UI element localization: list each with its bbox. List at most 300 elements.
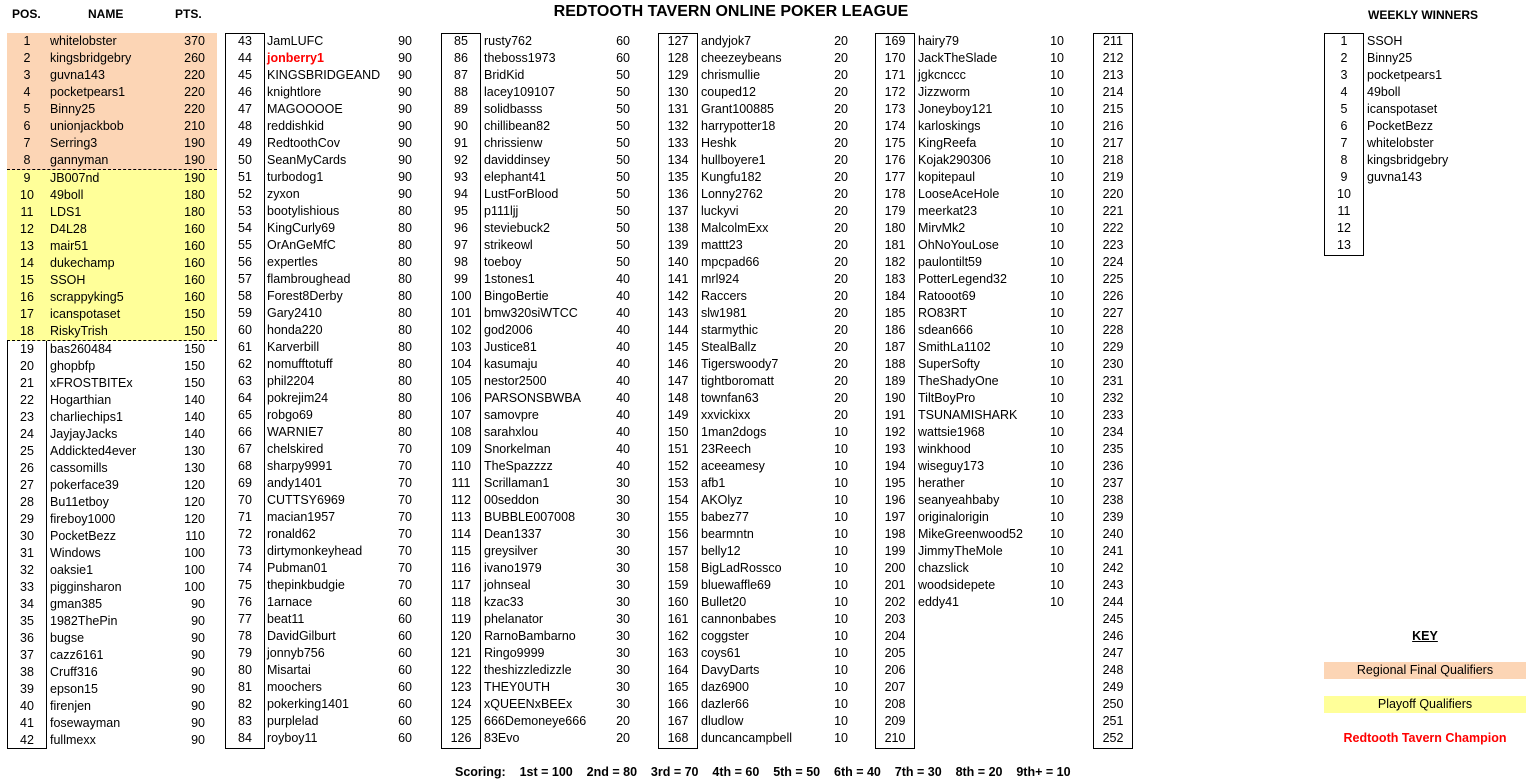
player-points: 10 [834,612,848,626]
player-name: OrAnGeMfC [267,238,336,252]
position-number: 69 [238,476,252,490]
standings-row [7,545,217,562]
player-points: 10 [834,731,848,745]
position-number: 174 [884,119,906,133]
standings-row [658,50,860,67]
player-points: 20 [834,68,848,82]
player-points: 150 [184,324,205,338]
position-number: 22 [20,393,34,407]
position-number: 157 [667,544,689,558]
player-name: SmithLa1102 [918,340,991,354]
position-number: 145 [667,340,689,354]
standings-row [875,67,1076,84]
position-number: 57 [238,272,252,286]
position-number: 20 [20,359,34,373]
standings-row [441,645,642,662]
position-number: 249 [1102,680,1124,694]
standings-row [7,272,217,289]
player-name: daviddinsey [484,153,551,167]
standings-row [225,373,424,390]
player-name: pokrejim24 [267,391,329,405]
standings-row [875,305,1076,322]
position-number: 241 [1102,544,1124,558]
player-name: SuperSofty [918,357,980,371]
player-points: 10 [1050,85,1064,99]
player-name: dukechamp [50,256,115,270]
position-number: 15 [20,273,34,287]
position-number: 33 [20,580,34,594]
player-points: 10 [1050,306,1064,320]
position-number: 146 [667,357,689,371]
position-number: 134 [667,153,689,167]
position-number: 26 [20,461,34,475]
player-name: MirvMk2 [918,221,966,235]
player-name: 83Evo [484,731,520,745]
standings-row [1093,390,1133,407]
standings-row [658,169,860,186]
player-name: royboy11 [267,731,318,745]
standings-row [875,203,1076,220]
standings-row [1093,645,1133,662]
player-name: Karverbill [267,340,320,354]
player-points: 150 [184,359,205,373]
player-points: 80 [398,289,412,303]
player-points: 30 [616,663,630,677]
position-number: 179 [884,204,906,218]
player-name: Bullet20 [701,595,747,609]
player-name: Pubman01 [267,561,328,575]
standings-row [875,356,1076,373]
player-name: DavidGilburt [267,629,336,643]
player-points: 100 [184,546,205,560]
key-regional-final: Regional Final Qualifiers [1324,662,1526,679]
player-name: pokerface39 [50,478,119,492]
player-points: 30 [616,646,630,660]
position-number: 234 [1102,425,1124,439]
player-points: 10 [834,646,848,660]
standings-row [441,509,642,526]
standings-row [658,543,860,560]
position-number: 44 [238,51,252,65]
player-name: townfan63 [701,391,759,405]
standings-row [1093,424,1133,441]
player-name: gannyman [50,153,109,167]
position-number: 201 [884,578,906,592]
player-name: daz6900 [701,680,749,694]
position-number: 168 [667,731,689,745]
name-header: NAME [88,7,124,21]
player-name: Forest8Derby [267,289,343,303]
player-name: epson15 [50,682,98,696]
position-number: 210 [884,731,906,745]
position-number: 207 [884,680,906,694]
weekly-winner-name: SSOH [1367,34,1403,48]
position-number: 29 [20,512,34,526]
player-points: 90 [398,136,412,150]
player-points: 20 [834,391,848,405]
standings-row [441,628,642,645]
position-number: 64 [238,391,252,405]
standings-row [875,101,1076,118]
player-points: 10 [834,595,848,609]
standings-row [658,118,860,135]
position-number: 158 [667,561,689,575]
player-name: Snorkelman [484,442,551,456]
position-number: 3 [23,68,31,82]
standings-row [7,426,217,443]
position-number: 81 [238,680,252,694]
player-points: 10 [834,544,848,558]
position-number: 24 [20,427,34,441]
player-points: 90 [398,170,412,184]
position-number: 208 [884,697,906,711]
player-name: dirtymonkeyhead [267,544,363,558]
player-name: cannonbabes [701,612,777,626]
player-name: BigLadRossco [701,561,782,575]
position-number: 85 [454,34,468,48]
standings-row [875,33,1076,50]
player-points: 40 [616,425,630,439]
player-name: Justice81 [484,340,537,354]
position-number: 50 [238,153,252,167]
player-name: StealBallz [701,340,757,354]
weekly-winner-name: pocketpears1 [1367,68,1443,82]
standings-row [441,186,642,203]
standings-row [875,50,1076,67]
player-name: phil2204 [267,374,315,388]
position-number: 43 [238,34,252,48]
position-number: 17 [20,307,34,321]
position-number: 125 [450,714,472,728]
position-number: 12 [20,222,34,236]
standings-row [7,511,217,528]
standings-row [441,543,642,560]
position-number: 203 [884,612,906,626]
player-points: 30 [616,595,630,609]
standings-row [441,135,642,152]
player-name: sarahxlou [484,425,539,439]
standings-row [441,203,642,220]
player-name: Dean1337 [484,527,542,541]
standings-row [1093,305,1133,322]
player-points: 60 [398,697,412,711]
standings-row [1093,543,1133,560]
position-number: 190 [884,391,906,405]
standings-row [875,424,1076,441]
standings-row [441,390,642,407]
standings-row [658,526,860,543]
standings-row [441,730,642,747]
position-number: 245 [1102,612,1124,626]
position-number: 220 [1102,187,1124,201]
player-name: Cruff316 [50,665,98,679]
player-name: cassomills [50,461,108,475]
standings-row [225,628,424,645]
player-points: 80 [398,255,412,269]
player-name: kingsbridgebry [50,51,132,65]
player-points: 80 [398,357,412,371]
player-name: originalorigin [918,510,989,524]
player-points: 20 [834,374,848,388]
player-points: 90 [191,597,205,611]
player-points: 70 [398,561,412,575]
position-number: 219 [1102,170,1124,184]
player-name: elephant41 [484,170,546,184]
week-number: 3 [1340,68,1348,82]
position-number: 46 [238,85,252,99]
position-number: 221 [1102,204,1124,218]
player-points: 190 [184,136,205,150]
standings-row [658,271,860,288]
standings-row [1093,492,1133,509]
position-number: 58 [238,289,252,303]
player-points: 20 [834,323,848,337]
player-name: bmw320siWTCC [484,306,578,320]
standings-row [7,477,217,494]
player-name: CUTTSY6969 [267,493,345,507]
standings-row [441,696,642,713]
player-name: bugse [50,631,85,645]
player-points: 50 [616,255,630,269]
position-number: 98 [454,255,468,269]
player-points: 10 [1050,561,1064,575]
player-points: 40 [616,442,630,456]
player-name: kzac33 [484,595,524,609]
standings-row [7,443,217,460]
player-points: 10 [834,476,848,490]
position-number: 173 [884,102,906,116]
player-name: mattt23 [701,238,743,252]
position-number: 154 [667,493,689,507]
standings-row [225,458,424,475]
position-number: 118 [451,595,471,609]
player-points: 40 [616,306,630,320]
player-points: 10 [1050,119,1064,133]
player-points: 20 [834,340,848,354]
standings-row [7,101,217,118]
standings-row [225,560,424,577]
standings-row [1093,458,1133,475]
player-name: mpcpad66 [701,255,760,269]
player-points: 180 [184,188,205,202]
position-number: 66 [238,425,252,439]
position-number: 109 [450,442,472,456]
player-points: 20 [834,238,848,252]
player-points: 30 [616,629,630,643]
player-points: 10 [1050,578,1064,592]
standings-row [658,458,860,475]
position-number: 242 [1102,561,1124,575]
player-name: chillibean82 [484,119,551,133]
standings-row [441,339,642,356]
position-number: 10 [20,188,34,202]
position-number: 89 [454,102,468,116]
player-name: Serring3 [50,136,98,150]
player-name: MikeGreenwood52 [918,527,1023,541]
player-name: andyjok7 [701,34,752,48]
player-points: 260 [184,51,205,65]
standings-row [658,577,860,594]
player-points: 20 [834,187,848,201]
position-number: 159 [667,578,689,592]
standings-row [875,730,1076,747]
position-number: 142 [667,289,689,303]
standings-row [658,441,860,458]
standings-column [1093,33,1133,747]
position-number: 137 [667,204,689,218]
position-number: 232 [1102,391,1124,405]
standings-row [875,628,1076,645]
player-points: 10 [1050,204,1064,218]
position-number: 193 [884,442,906,456]
player-name: herather [918,476,965,490]
player-name: jonberry1 [267,51,324,65]
player-points: 50 [616,221,630,235]
position-number: 77 [238,612,252,626]
player-points: 10 [834,680,848,694]
standings-row [875,288,1076,305]
player-points: 90 [191,733,205,747]
player-name: KingCurly69 [267,221,336,235]
standings-row [225,390,424,407]
position-number: 152 [667,459,689,473]
standings-row [658,84,860,101]
player-name: bearmntn [701,527,754,541]
standings-row [1093,696,1133,713]
player-name: cheezeybeans [701,51,782,65]
player-points: 60 [398,595,412,609]
standings-row [658,424,860,441]
position-number: 84 [238,731,252,745]
position-number: 156 [667,527,689,541]
player-name: JB007nd [50,171,100,185]
position-number: 188 [884,357,906,371]
player-points: 10 [1050,357,1064,371]
standings-row [7,698,217,715]
player-points: 10 [1050,34,1064,48]
player-name: Kojak290306 [918,153,991,167]
player-name: PotterLegend32 [918,272,1007,286]
player-name: MalcolmExx [701,221,769,235]
standings-row [658,152,860,169]
standings-row [1093,356,1133,373]
position-number: 227 [1102,306,1124,320]
player-points: 20 [834,255,848,269]
player-points: 50 [616,119,630,133]
position-number: 144 [667,323,689,337]
player-name: unionjackbob [50,119,124,133]
player-name: purplelad [267,714,319,728]
position-number: 250 [1102,697,1124,711]
player-points: 60 [398,646,412,660]
position-number: 87 [454,68,468,82]
standings-row [1093,730,1133,747]
player-name: strikeowl [484,238,533,252]
standings-row [7,732,217,749]
position-number: 225 [1102,272,1124,286]
player-points: 70 [398,527,412,541]
standings-row [875,458,1076,475]
position-number: 237 [1102,476,1124,490]
standings-row [441,237,642,254]
player-name: LooseAceHole [918,187,1000,201]
standings-row [658,220,860,237]
position-number: 196 [884,493,906,507]
player-name: Bu11etboy [50,495,109,509]
standings-row [441,679,642,696]
player-name: afb1 [701,476,726,490]
player-points: 10 [834,527,848,541]
standings-row [441,424,642,441]
player-name: KINGSBRIDGEAND [267,68,381,82]
player-name: PARSONSBWBA [484,391,582,405]
player-name: firenjen [50,699,91,713]
key-champion: Redtooth Tavern Champion [1343,731,1507,745]
position-number: 55 [238,238,252,252]
player-points: 140 [184,410,205,424]
player-name: PocketBezz [50,529,117,543]
player-name: WARNIE7 [267,425,324,439]
player-name: fullmexx [50,733,96,747]
player-points: 60 [616,34,630,48]
weekly-winner-name: PocketBezz [1367,119,1434,133]
standings-row [7,84,217,101]
player-points: 20 [834,34,848,48]
standings-row [441,50,642,67]
player-points: 220 [184,85,205,99]
player-points: 30 [616,578,630,592]
standings-row [441,577,642,594]
weekly-winner-name: 49boll [1367,85,1401,99]
standings-row [441,441,642,458]
standings-row [1093,169,1133,186]
player-name: xFROSTBITEx [50,376,133,390]
position-number: 18 [20,324,34,338]
player-name: babez77 [701,510,749,524]
week-number: 6 [1340,119,1348,133]
player-name: turbodog1 [267,170,324,184]
position-number: 138 [667,221,689,235]
position-number: 70 [238,493,252,507]
standings-row [875,662,1076,679]
standings-row [658,305,860,322]
player-points: 80 [398,391,412,405]
player-name: JamLUFC [267,34,324,48]
standings-row [7,289,217,306]
player-name: luckyvi [701,204,739,218]
player-name: robgo69 [267,408,313,422]
standings-row [225,118,424,135]
position-number: 71 [238,510,252,524]
standings-row [225,101,424,118]
standings-row [875,441,1076,458]
position-number: 101 [450,306,472,320]
position-number: 45 [238,68,252,82]
position-number: 166 [667,697,689,711]
position-number: 41 [20,716,34,730]
player-points: 40 [616,374,630,388]
standings-row [7,170,217,187]
position-number: 164 [667,663,689,677]
standings-row [1093,679,1133,696]
player-points: 20 [834,221,848,235]
player-points: 60 [398,612,412,626]
standings-row [658,492,860,509]
standings-row [658,373,860,390]
standings-row [441,169,642,186]
player-name: p111ljj [484,204,519,218]
key-title: KEY [1412,629,1438,643]
